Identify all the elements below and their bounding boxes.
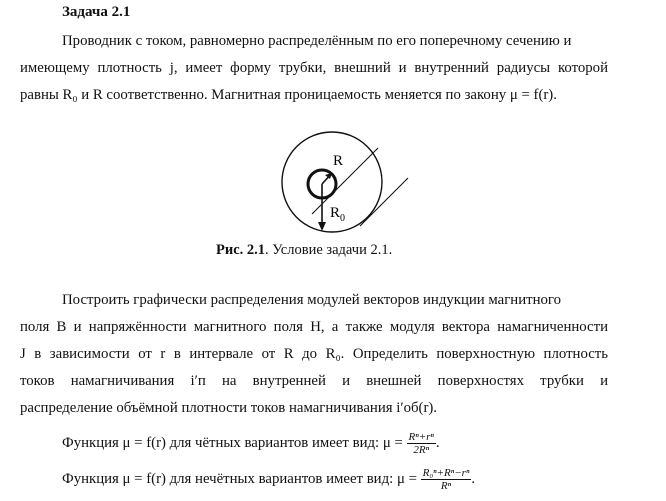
function-odd-denominator: Rⁿ bbox=[440, 480, 452, 492]
paragraph1-line3: равны R₀ и R соответственно. Магнитная проницаемость меняется по закону μ = f(r). bbox=[20, 87, 557, 103]
label-r0: $R_0$ bbox=[330, 205, 346, 224]
label-r: R bbox=[333, 153, 344, 169]
figure-caption-text: . Условие задачи 2.1. bbox=[265, 242, 393, 258]
function-even-numerator: Rⁿ+rⁿ bbox=[408, 431, 434, 443]
paragraph1-line1: Проводник с током, равномерно распределённым по его поперечному сечению и bbox=[62, 33, 572, 49]
function-odd-text: Функция μ = f(r) для нечётных вариантов имеет вид: μ = bbox=[62, 470, 417, 487]
tangent-line-2 bbox=[360, 178, 408, 226]
function-odd-line: Функция μ = f(r) для нечётных вариантов имеет вид: μ = $\frac{\text{R₀ⁿ+Rⁿ−rⁿ}}{\text{Rⁿ}}$ . bbox=[62, 467, 476, 492]
paragraph2-line4: токов намагничивания i′п на внутренней и внешней поверхностях трубки и bbox=[20, 373, 608, 389]
function-even-fraction bbox=[407, 431, 436, 456]
problem-title: Задача 2.1 bbox=[62, 4, 131, 20]
function-even-text: Функция μ = f(r) для чётных вариантов имеет вид: μ = bbox=[62, 434, 403, 451]
figure-caption bbox=[216, 242, 392, 259]
function-odd-fraction bbox=[421, 467, 472, 492]
function-odd-numerator: R₀ⁿ+Rⁿ−rⁿ bbox=[422, 467, 470, 479]
function-even-denominator: 2Rⁿ bbox=[413, 444, 430, 456]
paragraph2-line1: Построить графически распределения модулей векторов индукции магнитного bbox=[62, 292, 562, 308]
paragraph2-line3: J в зависимости от r в интервале от R до R₀. Определить поверхностную плотность bbox=[20, 346, 608, 362]
tube-cross-section-figure bbox=[270, 126, 420, 236]
paragraph2-line5: распределение объёмной плотности токов намагничивания i′об(r). bbox=[20, 400, 437, 416]
figure-caption-number: Рис. 2.1 bbox=[216, 242, 266, 258]
paragraph1-line2: имеющему плотность j, имеет форму трубки, внешний и внутренний радиусы которой bbox=[20, 60, 608, 76]
radius-r-arrowhead bbox=[325, 173, 332, 179]
function-even-line: Функция μ = f(r) для чётных вариантов имеет вид: μ = $\frac{\text{Rⁿ+rⁿ}}{\text{2Rⁿ}}$ . bbox=[62, 431, 440, 456]
paragraph2-line2: поля B и напряжённости магнитного поля H, а также модуля вектора намагниченности bbox=[20, 319, 608, 335]
